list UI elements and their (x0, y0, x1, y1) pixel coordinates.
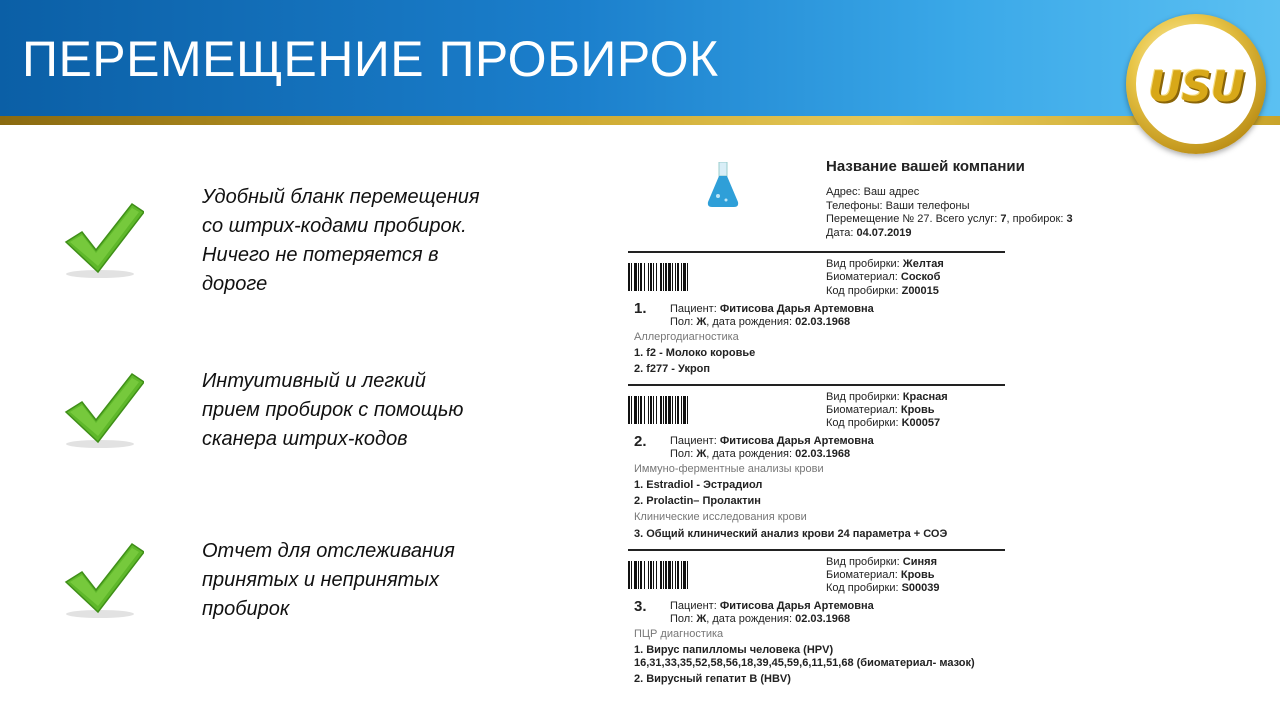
phones: Телефоны: Ваши телефоны (826, 200, 970, 212)
barcode-bar (683, 561, 686, 589)
barcode-bar (644, 561, 645, 589)
barcode-bar (687, 396, 688, 424)
barcode (628, 263, 718, 291)
barcode-bar (631, 263, 632, 291)
barcode-bar (653, 396, 654, 424)
divider (628, 384, 1005, 386)
test-group: Клинические исследования крови (634, 511, 807, 523)
barcode-bar (660, 396, 662, 424)
test-item: 3. Общий клинический анализ крови 24 параметра + СОЭ (634, 528, 948, 540)
checkmark-icon (62, 368, 144, 450)
barcode-bar (628, 263, 630, 291)
barcode-bar (628, 396, 630, 424)
barcode-bar (650, 263, 652, 291)
divider (628, 251, 1005, 253)
barcode-bar (634, 263, 637, 291)
patient-details: Пол: Ж, дата рождения: 02.03.1968 (670, 613, 851, 625)
test-item: 2. Вирусный гепатит В (HBV) (634, 673, 791, 685)
barcode-bar (638, 561, 639, 589)
barcode-bar (665, 561, 667, 589)
transfer-summary: Перемещение № 27. Всего услуг: 7, пробирок: 3 (826, 213, 1073, 225)
tube-type: Вид пробирки: Красная (826, 391, 948, 403)
tube-type: Вид пробирки: Синяя (826, 556, 937, 568)
transfer-date: Дата: 04.07.2019 (826, 227, 912, 239)
test-item: 16,31,33,35,52,58,56,18,39,45,59,6,11,51,68 (биоматериал- мазок) (634, 657, 975, 669)
barcode-bar (677, 561, 679, 589)
test-item: 1. Вирус папилломы человека (HPV) (634, 644, 834, 656)
address: Адрес: Ваш адрес (826, 186, 920, 198)
barcode-bar (665, 263, 667, 291)
barcode (628, 396, 718, 424)
barcode-bar (672, 396, 673, 424)
barcode-bar (660, 561, 662, 589)
tube-code: Код пробирки: S00039 (826, 582, 940, 594)
barcode-bar (672, 263, 673, 291)
tube-number: 1. (634, 300, 647, 317)
feature-line: Интуитивный и легкий (202, 370, 426, 392)
barcode-bar (687, 263, 688, 291)
test-item: 1. Estradiol - Эстрадиол (634, 479, 763, 491)
feature-line: со штрих-кодами пробирок. (202, 215, 467, 237)
feature-line: Отчет для отслеживания (202, 540, 455, 562)
divider (628, 549, 1005, 551)
barcode-bar (656, 263, 657, 291)
test-item: 2. Prolactin– Пролактин (634, 495, 761, 507)
barcode-bar (665, 396, 667, 424)
feature-line: Удобный бланк перемещения (202, 186, 480, 208)
barcode-bar (650, 561, 652, 589)
barcode-bar (687, 561, 688, 589)
tube-type: Вид пробирки: Желтая (826, 258, 944, 270)
barcode (628, 561, 718, 589)
barcode-bar (638, 396, 639, 424)
barcode-bar (648, 396, 649, 424)
patient-name: Пациент: Фитисова Дарья Артемовна (670, 600, 874, 612)
barcode-bar (631, 396, 632, 424)
checkmark-icon (62, 198, 144, 280)
tube-code: Код пробирки: Z00015 (826, 285, 939, 297)
tube-number: 3. (634, 598, 647, 615)
barcode-bar (634, 561, 637, 589)
barcode-bar (628, 561, 630, 589)
feature-line: дороге (202, 273, 268, 295)
feature-line: прием пробирок с помощью (202, 399, 464, 421)
feature-line: пробирок (202, 598, 290, 620)
barcode-bar (656, 396, 657, 424)
tube-biomaterial: Биоматериал: Соскоб (826, 271, 941, 283)
barcode-bar (681, 396, 682, 424)
patient-name: Пациент: Фитисова Дарья Артемовна (670, 303, 874, 315)
barcode-bar (677, 396, 679, 424)
barcode-bar (675, 561, 676, 589)
barcode-bar (663, 561, 664, 589)
barcode-bar (663, 396, 664, 424)
test-group: Аллергодиагностика (634, 331, 739, 343)
barcode-bar (648, 263, 649, 291)
test-item: 2. f277 - Укроп (634, 363, 711, 375)
barcode-bar (640, 561, 642, 589)
tube-number: 2. (634, 433, 647, 450)
feature-line: сканера штрих-кодов (202, 428, 408, 450)
barcode-bar (675, 263, 676, 291)
test-group: ПЦР диагностика (634, 628, 724, 640)
checkmark-icon (62, 538, 144, 620)
barcode-bar (681, 263, 682, 291)
barcode-bar (672, 561, 673, 589)
barcode-bar (631, 561, 632, 589)
tube-biomaterial: Биоматериал: Кровь (826, 569, 935, 581)
logo-text: USU (1148, 62, 1244, 111)
tube-code: Код пробирки: K00057 (826, 417, 941, 429)
barcode-bar (640, 396, 642, 424)
feature-line: принятых и непринятых (202, 569, 440, 591)
feature-line: Ничего не потеряется в (202, 244, 439, 266)
barcode-bar (675, 396, 676, 424)
barcode-bar (638, 263, 639, 291)
test-group: Иммуно-ферментные анализы крови (634, 463, 824, 475)
usu-logo (1126, 14, 1266, 154)
flask-icon (706, 162, 740, 208)
barcode-bar (656, 561, 657, 589)
barcode-bar (668, 561, 671, 589)
company-name: Название вашей компании (826, 158, 1025, 175)
patient-details: Пол: Ж, дата рождения: 02.03.1968 (670, 448, 851, 460)
barcode-bar (660, 263, 662, 291)
barcode-bar (668, 396, 671, 424)
barcode-bar (644, 396, 645, 424)
test-item: 1. f2 - Молоко коровье (634, 347, 756, 359)
header-gold-stripe (0, 116, 1280, 125)
page-title: ПЕРЕМЕЩЕНИЕ ПРОБИРОК (22, 31, 719, 87)
barcode-bar (668, 263, 671, 291)
barcode-bar (648, 561, 649, 589)
barcode-bar (677, 263, 679, 291)
barcode-bar (683, 263, 686, 291)
transfer-form (628, 150, 1073, 695)
barcode-bar (663, 263, 664, 291)
patient-name: Пациент: Фитисова Дарья Артемовна (670, 435, 874, 447)
barcode-bar (644, 263, 645, 291)
barcode-bar (653, 263, 654, 291)
patient-details: Пол: Ж, дата рождения: 02.03.1968 (670, 316, 851, 328)
barcode-bar (653, 561, 654, 589)
tube-biomaterial: Биоматериал: Кровь (826, 404, 935, 416)
barcode-bar (634, 396, 637, 424)
barcode-bar (640, 263, 642, 291)
barcode-bar (683, 396, 686, 424)
barcode-bar (650, 396, 652, 424)
logo-inner-circle (1136, 24, 1256, 144)
barcode-bar (681, 561, 682, 589)
